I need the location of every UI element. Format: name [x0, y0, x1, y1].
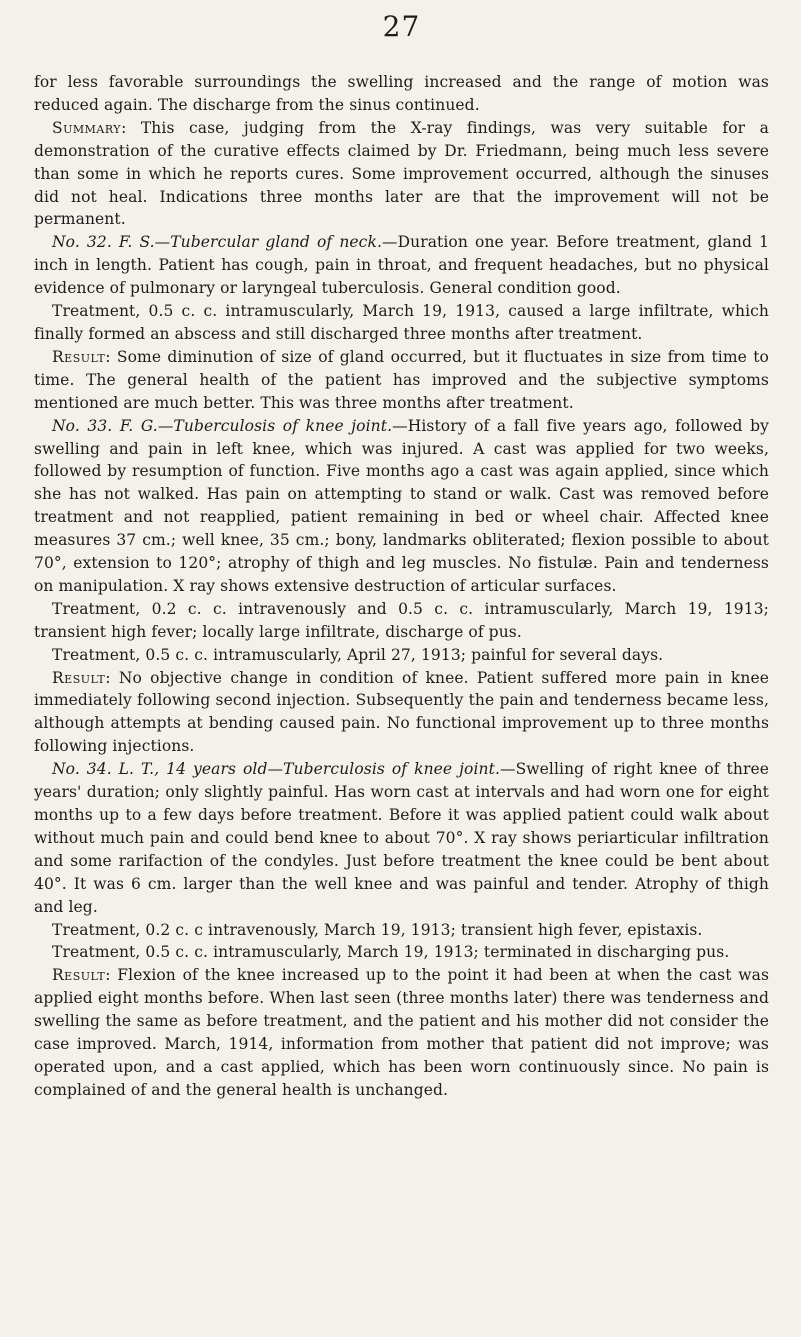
case-heading: No. 33. F. G.—Tuberculosis of knee joint. [52, 416, 393, 435]
section-label: Summary [52, 118, 122, 137]
section-label: Result [52, 347, 106, 366]
paragraph-p10 [34, 919, 769, 942]
paragraph-text: : No objective change in condition of knee. Patient suffered more pain in knee immediately following second injection. Subsequently the pain and tenderness became less, although attempts at bending caused pain. No functional improvement up to three months following injections. [34, 668, 769, 756]
paragraph-text: Treatment, 0.5 c. c. intramuscularly, March 19, 1913, caused a large infiltrate, which finally formed an abscess and still discharged three months after treatment. [34, 302, 769, 343]
body-text [34, 71, 769, 1102]
paragraph-p4 [34, 346, 769, 415]
page-number: 27 [382, 10, 421, 43]
case-heading: No. 34. L. T., 14 years old—Tuberculosis of knee joint. [52, 760, 500, 779]
paragraph-text: —Swelling of right knee of three years' duration; only slightly painful. Has worn cast at intervals and had worn one for eight months up to a few days before treatment. Before it was applied patient could walk about without much pain and could bend knee to about 70°. X ray shows periarticular infiltration and some rarifaction of the condyles. Just before treatment the knee could be bent about 40°. It was 6 cm. larger than the well knee and was painful and tender. Atrophy of thigh and leg. [34, 760, 769, 916]
paragraph-text: : Flexion of the knee increased up to the point it had been at when the cast was applied eight months before. When last seen (three months later) there was tenderness and swelling the same as before treatment, and the patient and his mother did not consider the case improved. March, 1914, information from mother that patient did not improve; was operated upon, and a cast applied, which has been worn continuously since. No pain is complained of and the general health is unchanged. [34, 966, 769, 1099]
paragraph-p3 [34, 300, 769, 346]
paragraph-text: Treatment, 0.5 c. c. intramuscularly, March 19, 1913; terminated in discharging pus. [52, 943, 730, 962]
paragraph-text: : Some diminution of size of gland occurred, but it fluctuates in size from time to time. The general health of the patient has improved and the subjective symptoms mentioned are much better. This was three months after treatment. [34, 347, 769, 412]
case-heading: No. 32. F. S.—Tubercular gland of neck. [52, 233, 382, 252]
paragraph-p7 [34, 644, 769, 667]
paragraph-text: —History of a fall five years ago, followed by swelling and pain in left knee, which was injured. A cast was applied for two weeks, followed by resumption of function. Five months ago a cast was again applied, since which she has not walked. Has pain on attempting to stand or walk. Cast was removed before treatment and not reapplied, patient remaining in bed or wheel chair. Affected knee measures 37 cm.; well knee, 35 cm.; bony, landmarks obliterated; flexion possible to about 70°, extension to 120°; atrophy of thigh and leg muscles. No fistulæ. Pain and tenderness on manipulation. X ray shows extensive destruction of articular surfaces. [34, 416, 769, 595]
paragraph-p5 [34, 415, 769, 598]
paragraph-p0 [34, 71, 769, 117]
section-label: Result [52, 668, 106, 687]
paragraph-p8 [34, 667, 769, 759]
paragraph-text: for less favorable surroundings the swelling increased and the range of motion was reduced again. The discharge from the sinus continued. [34, 73, 769, 114]
paragraph-text: —Duration one year. Before treatment, gland 1 inch in length. Patient has cough, pain in throat, and frequent headaches, but no physical evidence of pulmonary or laryngeal tuberculosis. General condition good. [34, 233, 769, 298]
paragraph-p11 [34, 941, 769, 964]
paragraph-text: Treatment, 0.2 c. c intravenously, March 19, 1913; transient high fever, epistaxis. [52, 920, 703, 939]
paragraph-p12 [34, 964, 769, 1101]
section-label: Result [52, 966, 106, 985]
paragraph-p6 [34, 598, 769, 644]
paragraph-p1 [34, 117, 769, 232]
paragraph-p2 [34, 231, 769, 300]
paragraph-text: : This case, judging from the X-ray findings, was very suitable for a demonstration of the curative effects claimed by Dr. Friedmann, being much less severe than some in which he reports cures. Some improvement occurred, although the sinuses did not heal. Indications three months later are that the improvement will not be permanent. [34, 118, 769, 229]
paragraph-p9 [34, 758, 769, 918]
paragraph-text: Treatment, 0.5 c. c. intramuscularly, April 27, 1913; painful for several days. [52, 645, 664, 664]
paragraph-text: Treatment, 0.2 c. c. intravenously and 0.5 c. c. intramuscularly, March 19, 1913; transient high fever; locally large infiltrate, discharge of pus. [34, 599, 769, 641]
